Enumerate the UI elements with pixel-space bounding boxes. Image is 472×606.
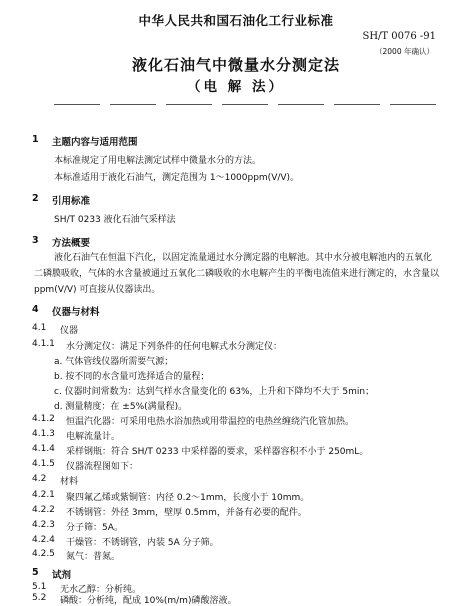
- section-2-number: 2: [32, 193, 39, 204]
- document-title: 液化石油气中微量水分测定法: [131, 56, 340, 74]
- section-3-heading: 方法概要: [52, 238, 91, 249]
- clause-4-2-number: 4.2: [32, 474, 47, 484]
- divider-seg-2: [110, 104, 156, 105]
- clause-4-1-2-text: 恒温汽化器：可采用电热水浴加热或用带温控的电热丝缠绕汽化管加热。: [66, 417, 355, 427]
- clause-4-2-3-text: 分子筛：5A。: [66, 523, 123, 533]
- clause-4-1-number: 4.1: [32, 323, 47, 333]
- section-1-number: 1: [32, 134, 39, 145]
- section-5-number: 5: [32, 567, 39, 578]
- list-item-d: d. 测量精度：在 ±5%(满量程)。: [54, 402, 188, 412]
- section-3-number: 3: [32, 235, 39, 246]
- divider-seg-5: [278, 104, 324, 105]
- clause-4-2-5-number: 4.2.5: [32, 549, 55, 559]
- section-4-heading: 仪器与材料: [52, 307, 100, 318]
- confirmation-year: （2000 年确认）: [375, 47, 434, 56]
- clause-5-1-text: 无水乙醇：分析纯。: [60, 585, 142, 595]
- clause-4-2-3-number: 4.2.3: [32, 520, 55, 530]
- clause-4-1-1-text: 水分测定仪：满足下列条件的任何电解式水分测定仪：: [66, 342, 283, 352]
- section-2-para-1: SH/T 0233 液化石油气采样法: [54, 215, 176, 225]
- clause-4-2-text: 材料: [60, 477, 79, 487]
- clause-4-2-2-text: 不锈钢管：外径 3mm，壁厚 0.5mm，并备有必要的配件。: [66, 508, 307, 518]
- section-1-heading: 主题内容与适用范围: [52, 137, 138, 148]
- standard-body-header: 中华人民共和国石油化工行业标准: [138, 13, 334, 28]
- clause-5-1-number: 5.1: [32, 582, 47, 592]
- divider-seg-1: [54, 104, 100, 105]
- clause-4-1-3-number: 4.1.3: [32, 429, 55, 439]
- divider-seg-7: [390, 104, 436, 105]
- standard-code: SH/T 0076 -91: [362, 31, 436, 42]
- clause-4-2-1-number: 4.2.1: [32, 490, 55, 500]
- clause-4-2-2-number: 4.2.2: [32, 505, 55, 515]
- section-1-para-2: 本标准适用于液化石油气，测定范围为 1～1000ppm(V/V)。: [54, 173, 300, 183]
- list-item-a: a. 气体管线仪器所需要气源；: [54, 357, 174, 367]
- clause-4-1-3-text: 电解流量计。: [66, 432, 121, 442]
- divider-seg-6: [334, 104, 380, 105]
- section-4-number: 4: [32, 304, 39, 315]
- section-3-para-1: 液化石油气在恒温下汽化，以固定流量通过水分测定器的电解池。其中水分被电解池内的五氧化二磷膜吸收，气体的水含量被通过五氧化二磷吸收的水电解产生的平衡电流值来进行测定的，水含量以 ppm(V/V) 可直接从仪器读出。: [34, 253, 440, 295]
- clause-5-2-text: 磷酸：分析纯，配成 10%(m/m)磷酸溶液。: [60, 596, 237, 606]
- clause-4-2-4-text: 干燥管：不锈钢管，内装 5A 分子筛。: [66, 538, 219, 548]
- document-subtitle: （电 解 法）: [187, 79, 285, 95]
- clause-4-1-text: 仪器: [60, 326, 79, 336]
- divider-seg-3: [166, 104, 212, 105]
- clause-4-2-5-text: 氮气：普氮。: [66, 552, 121, 562]
- clause-4-1-4-number: 4.1.4: [32, 444, 55, 454]
- clause-4-1-5-number: 4.1.5: [32, 459, 55, 469]
- clause-4-1-4-text: 采样钢瓶：符合 SH/T 0233 中采样器的要求，采样器容积不小于 250mL。: [66, 447, 369, 457]
- clause-4-2-4-number: 4.2.4: [32, 535, 55, 545]
- section-5-heading: 试剂: [52, 570, 72, 581]
- section-1-para-1: 本标准规定了用电解法测定试样中微量水分的方法。: [54, 156, 262, 166]
- clause-4-2-1-text: 聚四氟乙烯或紫铜管：内径 0.2～1mm，长度小于 10mm。: [66, 493, 310, 503]
- clause-4-1-2-number: 4.1.2: [32, 414, 55, 424]
- clause-4-1-1-number: 4.1.1: [32, 339, 55, 349]
- section-2-heading: 引用标准: [52, 196, 91, 207]
- clause-5-2-number: 5.2: [32, 593, 47, 603]
- clause-4-1-5-text: 仪器流程图如下：: [66, 462, 139, 472]
- divider-seg-4: [222, 104, 268, 105]
- list-item-c: c. 仪器时间常数为：达到气样水含量变化的 63%，上升和下降均不大于 5min；: [54, 387, 375, 397]
- list-item-b: b. 按不同的水含量可选择适合的量程；: [54, 372, 210, 382]
